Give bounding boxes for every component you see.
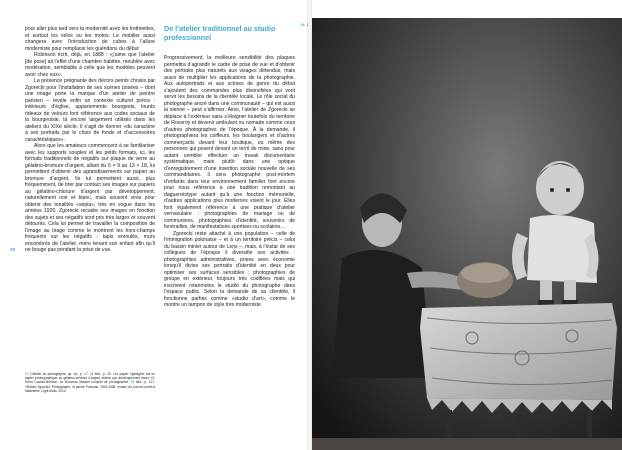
text-column-left xyxy=(25,26,155,367)
section-heading: De l’atelier traditionnel au studio professionnel xyxy=(164,24,276,42)
figure-label: ill. 1 xyxy=(301,22,309,27)
paragraph: Alors que les amateurs commencent à se familiariser avec les supports souples et les petits formats, ici, les formats traditionnels de négatifs sur plaque de verre au gélatino-bromure d’argent, allant du 6 × 9 au 13 × 18, lui permettent d’obtenir des agrandissements sur papier au bromure d’argent. Ils lui permettent aussi, plus fréquemment, de tirer par contact ses images sur papiers au gélatino-chlorure d’argent par développement, naturellement noir et blanc, mais souvent virés pour obtenir des tonalités «sépia», très en vogue dans les années 1920. Zgorecki recadre ses images en fonction des sujets et ses négatifs sont pris très larges et souvent détourés. Cela lui permet de travailler la composition de l’image au tirage comme le montrent les hors-champs fréquents sur les négatifs : tapis enroulés, murs encombrés de l’atelier, mère tenant son enfant afin qu’il ne bouge pas pendant la prise de vue. xyxy=(25,143,155,253)
photograph-illustration xyxy=(312,18,622,450)
paragraph: Zgorecki reste attaché à une population – celle de l’immigration polonaise – et à un territoire précis – celui du bassin minier autour de Lens –, mais, à l’instar de ses collègues de l’époque il diversifie ses activités : photographies administratives, prises avec économie lorsqu’il divise ses portraits d’identité en deux pour optimiser ses surfaces sensibles ; photographies de groupe en extérieur, toujours très codifiées mais qui inscrivent néanmoins le studio du photographe dans l’espace public. Selon la demande de sa clientèle, il fonctionne parfois comme «studio d’art», comme le montre un tampon de style très moderniste xyxy=(164,230,295,308)
archival-photograph xyxy=(312,18,622,450)
page-number-left: 28 xyxy=(10,247,16,252)
paragraph: Progressivement, la meilleure sensibilité des plaques permettra d’agrandir le cadre de prise de vue et d’obtenir des portraits plus naturels aux visages détendus, mais aussi de multiplier les applications de la photographie. Aux autoportraits et aux scènes de genre du début s’ajoutent des commandes plus diversifiées qui vont servir les besoins de la clientèle locale. Le rôle social du photographe ancré dans une communauté – qui est aussi la sienne – peut s’affirmer. Ainsi, l’atelier de Zgorecki se déplace à l’extérieur sans s’éloigner toutefois du territoire de Rouvroy et devenir ambulant ou nomade comme ceux d’autres photographes de l’époque. À la demande, il photographiera les coiffeurs, les boulangers et d’autres commerçants devant leur boutique, ou même des personnes qui posent devant un terril de mine, sans pour autant sembler effectuer un travail documentaire systématique, mais plutôt dans une optique d’enregistrement d’une insertion sociale nouvelle de ses commanditaires. Il sera photographe post-mortem d’enfants dans leur environnement familier font encore pour nous référence à une tradition remontant au daguerréotype autant qu’à une fonction mémorielle, d’autres applications plus modernes voient le jour. Elles font également référence à une pratique d’atelier vernaculaire : photographies de mariage ou de communions, photographies d’identité, souvenirs de funérailles, de manifestations sportives ou scolaires… xyxy=(164,55,295,230)
footnote-text: L’Atelier du photographe, op. cit., p. 17. xyxy=(29,372,89,376)
footnote-number: 17 xyxy=(25,372,29,376)
text-column-right xyxy=(164,55,295,433)
footnote-number: 19 xyxy=(130,380,135,385)
paragraph: pour aller plus tard vers la modernité avec les trottinettes, et surtout les vélos ou les motos. Le mobilier aussi changera avec l’introduction de cubes à l’allure moderniste pour remplacer les guéridons du début xyxy=(25,26,155,52)
paragraph: Robinson écrit, déjà, en 1888 : «j’aime que l’atelier [de pose] ait l’effet d’une chambre habitée, meublée avec modération, semblable à celle que les modèles peuvent avoir chez eux». xyxy=(25,52,155,78)
footnote-text: Ibid., p. 127. «Robert Zgorecki. Photographe, la parole Polonais, 1924-1936, musée du Louvre-Lens/La Madeleine, Light Motiv, 2014. xyxy=(25,380,155,393)
paragraph: La présence prégnante des décors peints choisis par Zgorecki pour l’installation de ses scènes posées – dont une image porte la marque d’un atelier de peintre parisien – révèle enfin un contexte culturel précis : intérieurs d’église, appartements bourgeois, lourds rideaux de velours font référence aux codes sociaux de la bourgeoisie, là encore largement utilisés dans les ateliers du XIXe siècle. Il s’agit de donner «du caractère à ses portraits par le choix de fonds et d’accessoires caractéristiques». xyxy=(25,78,155,143)
footnotes xyxy=(25,372,155,393)
footnote-text: Ibid., p. 20. «Le papier «gaslight» est un papier photographique au gélatino-chlorure d’argent obtenu par développement lisse» Cf. Henri Coulais-Berthon, Le Nouveau Manuel complet de photographie. xyxy=(25,372,155,385)
footnote-number: 18 xyxy=(89,372,94,376)
